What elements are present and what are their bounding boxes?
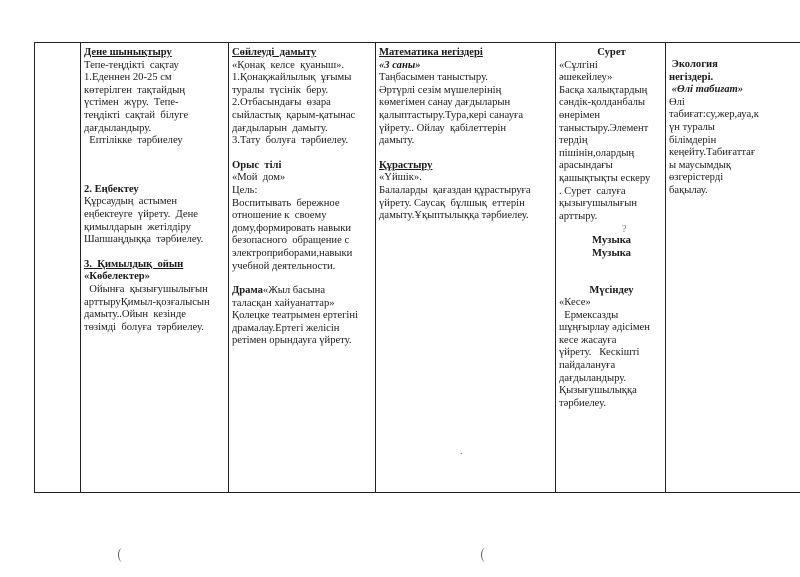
text-line: отношение к своему	[232, 210, 327, 222]
table-divider-1	[80, 42, 81, 493]
text-line: дағдыларын дамыту.	[232, 122, 328, 134]
text-line: Ойынға қызығушылығын	[84, 283, 208, 295]
text-line: тердің	[559, 135, 588, 147]
cell-ecology	[669, 47, 797, 198]
text-line: білімдерін	[669, 134, 717, 146]
text-line: үн туралы	[669, 121, 715, 133]
text-line: қызығушылығын	[559, 198, 638, 210]
cell-mathematics	[379, 47, 554, 223]
text-line: ы маусымдық	[669, 159, 732, 171]
text-line: қалыптастыру.Тура,кері санауға	[379, 109, 524, 121]
text-line: дағдыландыру.	[84, 122, 152, 134]
text-line: төзімді болуға тәрбиелеу.	[84, 321, 204, 333]
text-line	[559, 261, 664, 273]
text-line: Дене шынықтыру	[84, 47, 172, 58]
text-line: дамыту.Ұқыптылыққа тәрбиелеу.	[379, 210, 529, 222]
cell-speech-development	[232, 47, 374, 348]
table-bottom-border	[34, 492, 800, 493]
text-line: драмалау.Ертегі желісін	[232, 322, 340, 334]
text-line: арттыруҚимыл-қозғалысын	[84, 296, 210, 308]
text-line	[232, 273, 374, 285]
text-line	[379, 148, 554, 160]
text-line: Цель:	[232, 184, 258, 196]
text-line: «Үйшік».	[379, 172, 422, 184]
text-line	[669, 47, 797, 59]
text-line: электроприборами,навыки	[232, 247, 353, 259]
text-line: өнерімен	[559, 109, 600, 121]
text-line: Басқа халықтардың	[559, 84, 648, 96]
table-divider-2	[228, 42, 229, 493]
text-line: «Мой дом»	[232, 172, 286, 184]
text-line: үйрету. Саусақ бұлшық еттерін	[379, 197, 525, 209]
text-line: қашықтықты ескеру	[559, 172, 651, 184]
text-line: Экология	[669, 59, 718, 70]
drama-title: «Жыл басына	[262, 285, 326, 297]
text-line: «Көбелектер»	[84, 271, 150, 283]
text-line: үстімен жүру. Тепе-	[84, 97, 179, 109]
text-line: Музыка	[592, 247, 631, 259]
text-line: сыйластық қарым-қатынас	[232, 109, 356, 121]
text-line: үйрету. Кескішті	[559, 347, 640, 359]
text-line: дағдыландыру.	[559, 372, 627, 384]
text-line	[232, 148, 374, 160]
text-line: Әртүрлі сезім мүшелерінің	[379, 84, 502, 96]
text-line: Қызығушылыққа	[559, 385, 637, 397]
text-line: сәндік-қолданбалы	[559, 97, 646, 109]
text-line: өзгерістерді	[669, 172, 724, 184]
scan-mark: ?	[622, 224, 627, 235]
text-line: 2.Отбасындағы өзара	[232, 97, 331, 109]
text-line: кеңейту.Табиғаттағ	[669, 147, 756, 159]
text-line: безопасного обращение с	[232, 235, 350, 247]
text-line	[84, 247, 227, 259]
scan-mark: .	[460, 446, 463, 457]
text-line: Тепе-теңдікті сақтау	[84, 59, 179, 71]
text-line: үйрету.. Ойлау қабілеттерін	[379, 122, 507, 134]
cell-physical-education	[84, 47, 227, 334]
text-line: Сурет	[597, 47, 626, 58]
text-line: 2. Еңбектеу	[84, 183, 139, 195]
cell-art-music-sculpting	[559, 47, 664, 410]
text-line: «Кесе»	[559, 297, 591, 309]
text-line: таласқан хайуанаттар»	[232, 297, 335, 309]
text-line: әшекейлеу»	[559, 72, 613, 84]
scan-arc-mark	[118, 548, 127, 562]
text-line: Ермексазды	[559, 309, 619, 321]
text-line: «3 саны»	[379, 59, 421, 71]
text-line: еңбектеуге үйрету. Дене	[84, 208, 198, 220]
text-line: «Сұлгіні	[559, 59, 598, 71]
text-line: бақылау.	[669, 184, 708, 196]
text-line: қимылдарын жетілдіру	[84, 221, 191, 233]
table-divider-4	[555, 42, 556, 493]
text-line: Шапшаңдыққа тәрбиелеу.	[84, 234, 204, 246]
text-line: ретімен орындауға үйрету.	[232, 335, 352, 347]
text-line: дамыту.	[379, 135, 415, 147]
text-line: Музыка	[592, 235, 631, 247]
text-line: көтерілген тақтайдың	[84, 84, 186, 96]
text-line: Қолецке театрымен ертегіні	[232, 310, 358, 322]
text-line: арасындағы	[559, 160, 613, 172]
text-line	[559, 223, 664, 235]
text-line: Орыс тілі	[232, 159, 282, 171]
text-line: көмегімен санау дағдыларын	[379, 97, 511, 109]
table-divider-5	[665, 42, 666, 493]
text-line: тәрбиелеу.	[559, 397, 606, 409]
text-line: кесе жасауға	[559, 334, 617, 346]
drama-label: Драма	[232, 285, 263, 297]
text-line	[232, 285, 374, 298]
text-line: Таңбасымен таныстыру.	[379, 72, 488, 84]
text-line: 3. Қимылдық ойын	[84, 258, 184, 270]
text-line: арттыру.	[559, 210, 598, 222]
text-line: 3.Тату болуға тәрбиелеу.	[232, 135, 349, 147]
text-line: Құрастыру	[379, 159, 433, 171]
text-line: 1.Қонақжайлылық ұғымы	[232, 72, 352, 84]
text-line: Воспитывать бережное	[232, 197, 340, 209]
text-line: «Қонақ келсе қуаныш».	[232, 59, 345, 71]
text-line: пайдалануға	[559, 360, 616, 372]
text-line: 1.Еденнен 20-25 см	[84, 72, 172, 84]
text-line: дому,формировать навыки	[232, 222, 352, 234]
text-line: Өлі	[669, 96, 685, 108]
text-line: шұңғырлау әдісімен	[559, 322, 650, 334]
text-line: табиғат:су,жер,ауа,к	[669, 109, 759, 121]
text-line: Сөйлеуді дамыту	[232, 47, 317, 58]
scan-arc-mark	[481, 548, 490, 562]
table-left-border	[34, 42, 35, 493]
text-line	[84, 148, 227, 184]
text-line: учебной деятельности.	[232, 260, 336, 272]
text-line: пішінін,олардың	[559, 147, 635, 159]
text-line: Мүсіндеу	[589, 284, 634, 296]
text-line: Ептілікке тәрбиелеу	[84, 135, 183, 147]
table-divider-3	[375, 42, 376, 493]
text-line: Математика негіздері	[379, 47, 483, 58]
text-line: «Өлі табиғат»	[669, 84, 744, 96]
text-line: негіздері.	[669, 71, 714, 83]
table-top-border	[34, 42, 800, 43]
text-line	[559, 273, 664, 285]
text-line: Балаларды қағаздан құрастыруға	[379, 184, 531, 196]
text-line: теңдікті сақтай білуге	[84, 109, 189, 121]
text-line: Құрсаудың астымен	[84, 196, 177, 208]
text-line: таныстыру.Элемент	[559, 122, 649, 134]
text-line: дамыту..Ойын кезінде	[84, 309, 186, 321]
text-line: туралы түсінік беру.	[232, 84, 329, 96]
text-line: . Сурет салуға	[559, 185, 626, 197]
